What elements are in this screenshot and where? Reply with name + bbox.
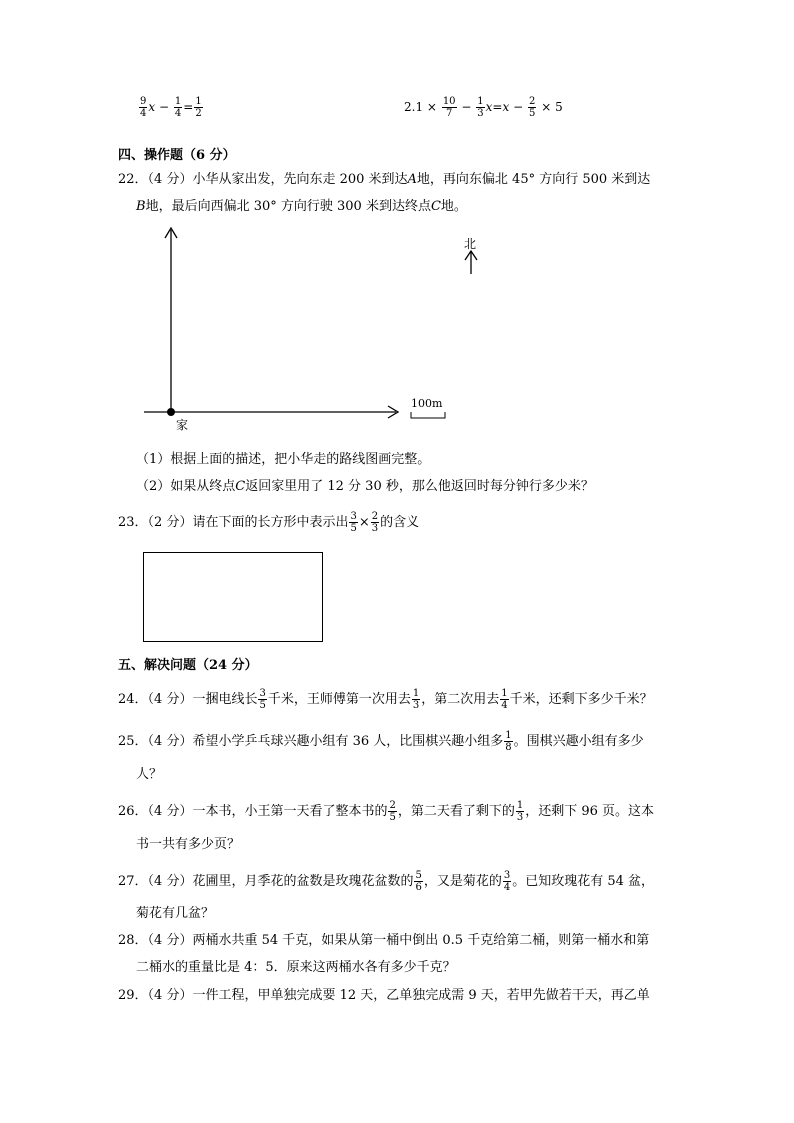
fraction: $\frac{1}{8}$ — [505, 730, 512, 753]
scale-label: 100m — [411, 397, 443, 410]
section-title-4: 四、操作题（6 分） — [118, 148, 236, 163]
question-27-line-2: 菊花有几盆？ — [136, 906, 215, 921]
section-title-5: 五、解决问题（24 分） — [118, 658, 258, 673]
fraction: $\frac{1}{3}$ — [412, 688, 420, 711]
fraction: $\frac{3}{5}$ — [350, 511, 357, 534]
fraction: $\frac{1}{2}$ — [195, 96, 202, 119]
equation-2: 2.1 × $\frac{10}{7}$ − $\frac{1}{3}$ x=x − $\frac{2}{5}$ × 5 — [404, 96, 563, 119]
home-label: 家 — [176, 418, 189, 432]
fraction: $\frac{1}{3}$ — [516, 800, 524, 823]
question-29-line-1: 29．（4 分）一件工程，甲单独完成要 12 天，乙单独完成需 9 天，若甲先做若干天，再乙单 — [118, 988, 650, 1003]
scale-bar — [411, 412, 445, 418]
fraction: $\frac{3}{4}$ — [503, 870, 511, 893]
question-27-line-1: 27．（4 分）花圃里，月季花的盆数是玫瑰花盆数的 $\frac{5}{6}$ ，又是菊花的 $\frac{3}{4}$ 。已知玫瑰花有 54 盆， — [118, 870, 655, 893]
question-23: 23．（2 分）请在下面的长方形中表示出 $\frac{3}{5}$ × $\frac{2}{3}$ 的含义 — [118, 511, 420, 534]
question-24: 24．（4 分）一捆电线长 $\frac{3}{5}$ 千米，王师傅第一次用去 $\frac{1}{3}$ ，第二次用去 $\frac{1}{4}$ 千米，还剩下多少千米？ — [118, 688, 653, 711]
question-22-line-1: 22．（4 分）小华从家出发，先向东走 200 米到达A地，再向东偏北 45° 方向行 500 米到达 — [118, 172, 651, 187]
fraction: $\frac{1}{4}$ — [174, 96, 182, 119]
home-point — [167, 408, 175, 416]
equation-1: $\frac{9}{4}$ x − $\frac{1}{4}$ = $\frac{1}{2}$ — [140, 96, 202, 119]
question-28-line-1: 28．（4 分）两桶水共重 54 千克，如果从第一桶中倒出 0.5 千克给第二桶，则第一桶水和第 — [118, 933, 650, 948]
fraction: $\frac{5}{6}$ — [415, 870, 422, 893]
question-25-line-2: 人？ — [136, 767, 163, 782]
fraction: $\frac{9}{4}$ — [140, 96, 147, 119]
question-22-line-2: B地，最后向西偏北 30° 方向行驶 300 米到达终点C地。 — [136, 199, 467, 214]
fraction: $\frac{1}{4}$ — [501, 688, 508, 711]
question-22-sub-2: （2）如果从终点C返回家里用了 12 分 30 秒，那么他返回时每分钟行多少米？ — [136, 479, 594, 494]
answer-rectangle[interactable] — [143, 552, 323, 642]
fraction: $\frac{1}{3}$ — [477, 96, 484, 119]
fraction: $\frac{10}{7}$ — [442, 96, 456, 119]
question-26-line-1: 26．（4 分）一本书，小王第一天看了整本书的 $\frac{2}{5}$ ，第二天看了剩下的 $\frac{1}{3}$ ，还剩下 96 页。这本 — [118, 800, 655, 823]
fraction: $\frac{3}{5}$ — [259, 688, 266, 711]
route-diagram — [130, 222, 490, 442]
fraction: $\frac{2}{3}$ — [371, 511, 379, 534]
question-25-line-1: 25．（4 分）希望小学乒乓球兴趣小组有 36 人，比围棋兴趣小组多 $\frac{1}{8}$ 。围棋兴趣小组有多少 — [118, 730, 644, 753]
north-label: 北 — [464, 237, 477, 251]
fraction: $\frac{2}{5}$ — [389, 800, 396, 823]
fraction: $\frac{2}{5}$ — [528, 96, 536, 119]
question-28-line-2: 二桶水的重量比是 4：5．原来这两桶水各有多少千克？ — [136, 960, 456, 975]
question-22-sub-1: （1）根据上面的描述，把小华走的路线图画完整。 — [136, 452, 431, 467]
question-26-line-2: 书一共有多少页？ — [136, 837, 241, 852]
